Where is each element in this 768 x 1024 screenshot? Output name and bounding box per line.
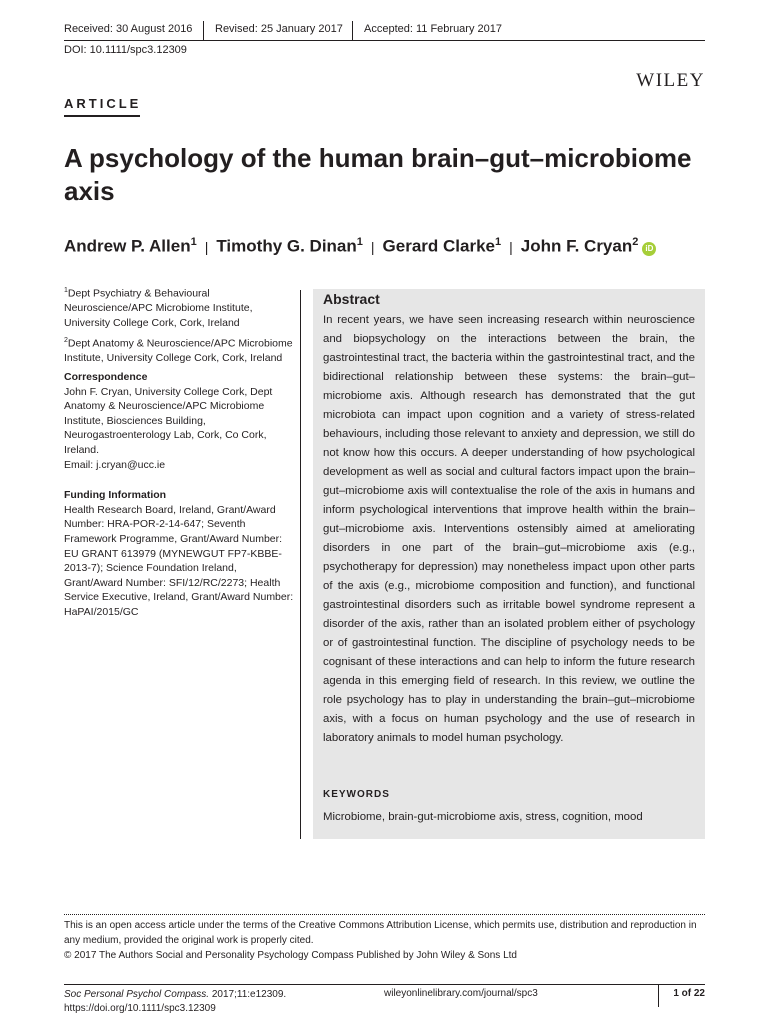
correspondence-heading: Correspondence <box>64 370 148 383</box>
divider <box>352 21 353 40</box>
correspondence-email[interactable]: Email: j.cryan@ucc.ie <box>64 458 166 471</box>
dates-row <box>64 21 705 40</box>
abstract-text: In recent years, we have seen increasing research within neuroscience and biopsychology on the interactions between the brain, the gastrointestinal tract, the bacteria within the gastrointestinal tract, and the bidirectional relationship between these systems: the brain–gut–microbiome axis. Although research has demonstrated that the gut microbiota can impact upon cognition and a variety of stress-related behaviours, including those relevant to anxiety and depression, we still do not know how this occurs. A deeper understanding of how psychological development as well as social and cultural factors impact upon the brain–gut–microbiome axis will contextualise the role of the axis in humans and inform psychological interventions that improve health within the brain–gut–microbiome axis. Interventions ostensibly aimed at ameliorating disorders in one part of the brain–gut–microbiome axis (e.g., psychotherapy for depression) may nonetheless impact upon other parts of the axis (e.g., microbiome composition and function), and functional gastrointestinal disorders such as irritable bowel syndrome represent a disorder of the axis, rather than an isolated problem either of psychology or of gastrointestinal function. The discipline of psychology needs to be cognisant of these interactions and can help to inform the future research agenda in this emerging field of research. In this review, we outline the role psychology has to play in understanding the brain–gut–microbiome axis, with a focus on human psychology and the use of research in laboratory animals to model human psychology. <box>323 314 695 744</box>
license-text: This is an open access article under the terms of the Creative Commons Attribution License, which permits use, distribution and reproduction in any medium, provided the original work is properly cited. <box>64 920 697 946</box>
citation-volume: 2017;11:e12309. <box>209 989 287 1000</box>
funding-text: Health Research Board, Ireland, Grant/Award Number: HRA-POR-2-14-647; Seventh Framework Programme, Grant/Award Number: EU GRANT 613979 (MYNEWGUT FP7-KBBE-2013-7); Science Foundation Ireland, Grant/Award Number: SFI/12/RC/2273; Health Service Executive, Ireland, Grant/Award Number: HaPAI/2015/GC <box>64 503 294 618</box>
author-name: Timothy G. Dinan <box>216 236 357 256</box>
header-rule <box>64 40 705 41</box>
journal-name: Soc Personal Psychol Compass. <box>64 989 210 1000</box>
column-divider <box>300 290 301 839</box>
revised-date: Revised: 25 January 2017 <box>215 23 343 35</box>
author-affiliation: 1 <box>190 236 197 248</box>
accepted-date: Accepted: 11 February 2017 <box>364 23 502 35</box>
correspondence-text: John F. Cryan, University College Cork, Dept Anatomy & Neuroscience/APC Microbiome Institute, Biosciences Building, Neurogastroenterology Lab, Cork, Co Cork, Ireland. <box>64 385 273 456</box>
abstract-heading: Abstract <box>323 291 380 307</box>
doi: DOI: 10.1111/spc3.12309 <box>64 44 187 56</box>
author-list: Andrew P. Allen$^1$ | Timothy G. Dinan$^1$ | Gerard Clarke$^1$ | John F. Cryan$^2$iD <box>64 236 656 257</box>
author-affiliation: 1 <box>356 236 363 248</box>
paper-title: A psychology of the human brain–gut–microbiome axis <box>64 143 692 206</box>
author-name: John F. Cryan <box>520 236 633 256</box>
citation-url[interactable]: https://doi.org/10.1111/spc3.12309 <box>64 1003 216 1014</box>
keywords: Microbiome, brain-gut-microbiome axis, stress, cognition, mood <box>323 811 643 823</box>
author-affiliation: 1 <box>495 236 502 248</box>
license-note <box>64 918 705 963</box>
citation <box>64 988 286 1016</box>
affiliation: $^1$Dept Psychiatry & Behavioural Neuroscience/APC Microbiome Institute, University College Cork, Cork, Ireland <box>64 287 253 329</box>
author-name: Gerard Clarke <box>382 236 495 256</box>
orcid-icon[interactable]: iD <box>642 242 656 256</box>
affiliation: $^2$Dept Anatomy & Neuroscience/APC Microbiome Institute, University College Cork, Cork, Ireland <box>64 337 293 365</box>
copyright: © 2017 The Authors Social and Personality Psychology Compass Published by John Wiley & Sons Ltd <box>64 950 517 961</box>
left-column <box>64 284 294 623</box>
page-number: 1 of 22 <box>673 988 705 999</box>
received-date: Received: 30 August 2016 <box>64 23 193 35</box>
article-type: ARTICLE <box>64 96 142 111</box>
divider <box>658 985 659 1007</box>
publisher-logo: WILEY <box>636 70 705 91</box>
author-affiliation: 2 <box>632 236 639 248</box>
footer-dotted-rule <box>64 914 705 915</box>
article-type-underline <box>64 115 140 117</box>
footer-rule <box>64 984 705 985</box>
divider <box>203 21 204 40</box>
funding-heading: Funding Information <box>64 489 167 502</box>
author-name: Andrew P. Allen <box>64 236 191 256</box>
keywords-heading: KEYWORDS <box>323 789 390 800</box>
journal-site-link[interactable]: wileyonlinelibrary.com/journal/spc3 <box>384 988 538 999</box>
